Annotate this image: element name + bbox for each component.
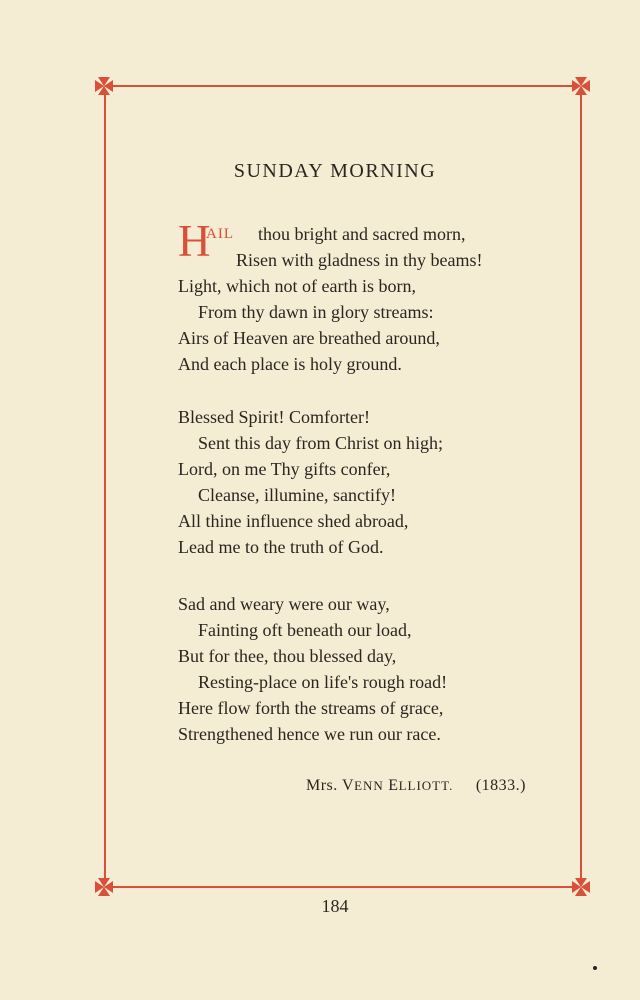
poem-title: SUNDAY MORNING [233, 160, 437, 182]
ink-speck [593, 966, 597, 970]
page-number: 184 [321, 896, 349, 916]
frame-bottom-border [105, 886, 579, 888]
poem-line: Blessed Spirit! Comforter! [178, 407, 370, 427]
frame-right-border [580, 93, 582, 879]
poem-line: Sent this day from Christ on high; [198, 433, 443, 453]
poem-line: And each place is holy ground. [178, 354, 402, 374]
poem-line: Light, which not of earth is born, [178, 276, 416, 296]
poem-line: From thy dawn in glory streams: [198, 302, 434, 322]
poem-line: Here flow forth the streams of grace, [178, 698, 444, 718]
stanza-1 [178, 216, 483, 377]
poem-line: All thine influence shed abroad, [178, 511, 409, 531]
poem-line: Sad and weary were our way, [178, 594, 390, 614]
poem-line: Strengthened hence we run our race. [178, 724, 441, 744]
frame-top-border [105, 85, 579, 87]
attribution-first-rest: ENN [354, 778, 384, 793]
poem-line: Lord, on me Thy gifts confer, [178, 459, 391, 479]
attribution-last-initial: E [388, 777, 399, 794]
stanza-3 [178, 591, 447, 747]
maltese-cross-icon [92, 74, 116, 98]
poem-line: But for thee, thou blessed day, [178, 646, 397, 666]
poem-line: Lead me to the truth of God. [178, 537, 384, 557]
drop-cap: H [178, 216, 211, 266]
stanza-2 [178, 404, 443, 560]
poem-line: Fainting oft beneath our load, [198, 620, 412, 640]
attribution-year: (1833.) [475, 777, 526, 794]
maltese-cross-icon [569, 74, 593, 98]
attribution-last-rest: LLIOTT. [398, 778, 454, 793]
poem-line: Cleanse, illumine, sanctify! [198, 485, 396, 505]
attribution [306, 777, 526, 795]
poem-line: Risen with gladness in thy beams! [236, 250, 483, 270]
line-text: thou bright and sacred morn, [258, 224, 466, 244]
poem-line: Resting-place on life's rough road! [198, 672, 448, 692]
poem-line: Airs of Heaven are breathed around, [178, 328, 440, 348]
drop-cap-rest: AIL [206, 226, 234, 242]
attribution-prefix: Mrs. [306, 777, 338, 794]
frame-left-border [104, 93, 106, 879]
attribution-first-initial: V [342, 777, 355, 794]
